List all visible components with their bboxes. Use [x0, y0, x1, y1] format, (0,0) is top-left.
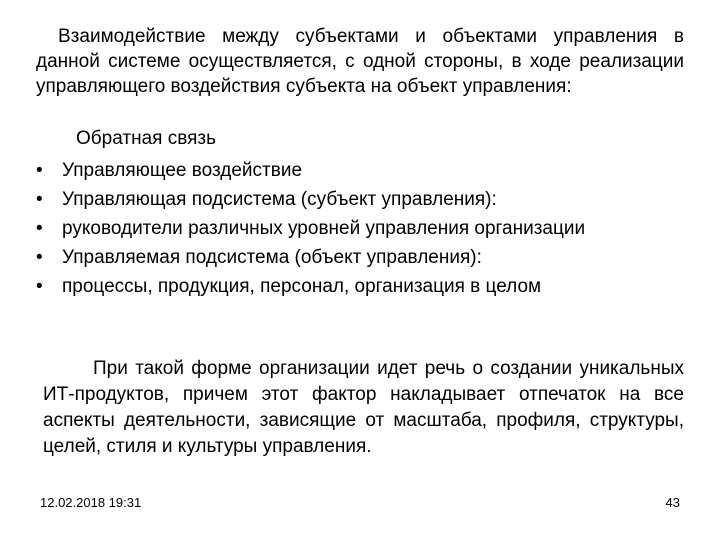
footer-date: 12.02.2018 19:31 — [40, 495, 142, 510]
bullet-text: Управляемая подсистема (объект управления): — [62, 247, 482, 268]
bullet-text: руководители различных уровней управления организации — [62, 218, 586, 239]
bullet-list — [36, 156, 686, 301]
bullet-text: Управляющее воздействие — [62, 160, 303, 181]
page-number: 43 — [665, 495, 680, 510]
bullet-icon: • — [36, 218, 43, 239]
intro-paragraph: Взаимодействие между субъектами и объектами управления в данной системе осуществляется, с одной стороны, в ходе реализации управляющего воздействия субъекта на объект управления: — [36, 26, 684, 97]
bullet-text: процессы, продукция, персонал, организация в целом — [62, 276, 542, 297]
bullet-item — [36, 214, 686, 243]
bullet-item — [36, 185, 686, 214]
bullet-item — [36, 243, 686, 272]
bullet-icon: • — [36, 189, 43, 210]
bullet-item — [36, 272, 686, 301]
bullet-item — [36, 156, 686, 185]
bullet-text: Управляющая подсистема (субъект управления): — [62, 189, 497, 210]
bullet-icon: • — [36, 276, 43, 297]
bullet-icon: • — [36, 160, 43, 181]
bullet-icon: • — [36, 247, 43, 268]
feedback-heading: Обратная связь — [76, 128, 216, 149]
it-products-paragraph: При такой форме организации идет речь о создании уникальных ИТ-продуктов, причем этот фактор накладывает отпечаток на все аспекты деятельности, зависящие от масштаба, профиля, структуры, целей, стиля и культуры управления. — [43, 358, 684, 457]
